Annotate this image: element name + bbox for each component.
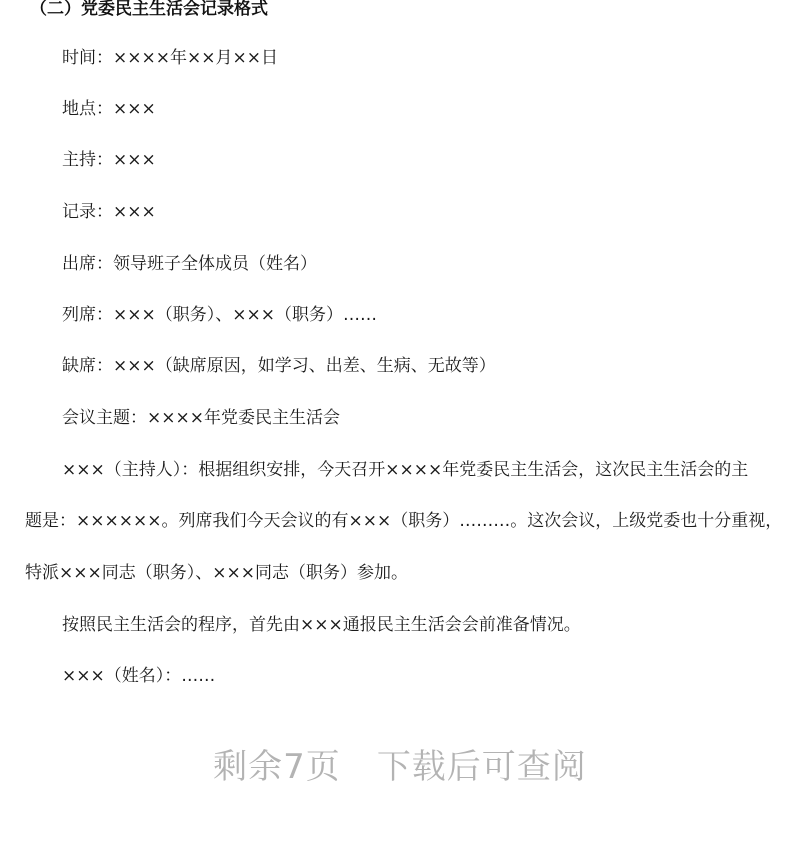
record-attendees-line: 出席：领导班子全体成员（姓名）: [62, 254, 317, 274]
download-banner[interactable]: [0, 744, 800, 790]
record-observers-line: 列席：×××（职务）、×××（职务）……: [62, 305, 377, 325]
host-speech-line-1: ×××（主持人）：根据组织安排，今天召开××××年党委民主生活会，这次民主生活会的主: [62, 460, 749, 480]
host-speech-line-2: 题是：××××××。列席我们今天会议的有×××（职务）………。这次会议，上级党委也十分重视，: [25, 511, 783, 531]
record-absentees-line: 缺席：×××（缺席原因，如学习、出差、生病、无故等）: [62, 356, 496, 376]
remaining-pages-text: 剩余7页: [213, 747, 341, 787]
record-host-line: 主持：×××: [62, 150, 156, 170]
record-recorder-line: 记录：×××: [62, 202, 156, 222]
procedure-paragraph: 按照民主生活会的程序，首先由×××通报民主生活会会前准备情况。: [62, 615, 581, 635]
record-location-line: 地点：×××: [62, 99, 156, 119]
download-prompt-text: 下载后可查阅: [376, 747, 587, 787]
record-time-line: 时间：××××年××月××日: [62, 48, 278, 68]
section-heading: （二）党委民主生活会记录格式: [30, 0, 268, 19]
host-speech-line-3: 特派×××同志（职务）、×××同志（职务）参加。: [25, 563, 408, 583]
record-topic-line: 会议主题：××××年党委民主生活会: [62, 408, 340, 428]
speaker-line: ×××（姓名）：……: [62, 666, 216, 686]
